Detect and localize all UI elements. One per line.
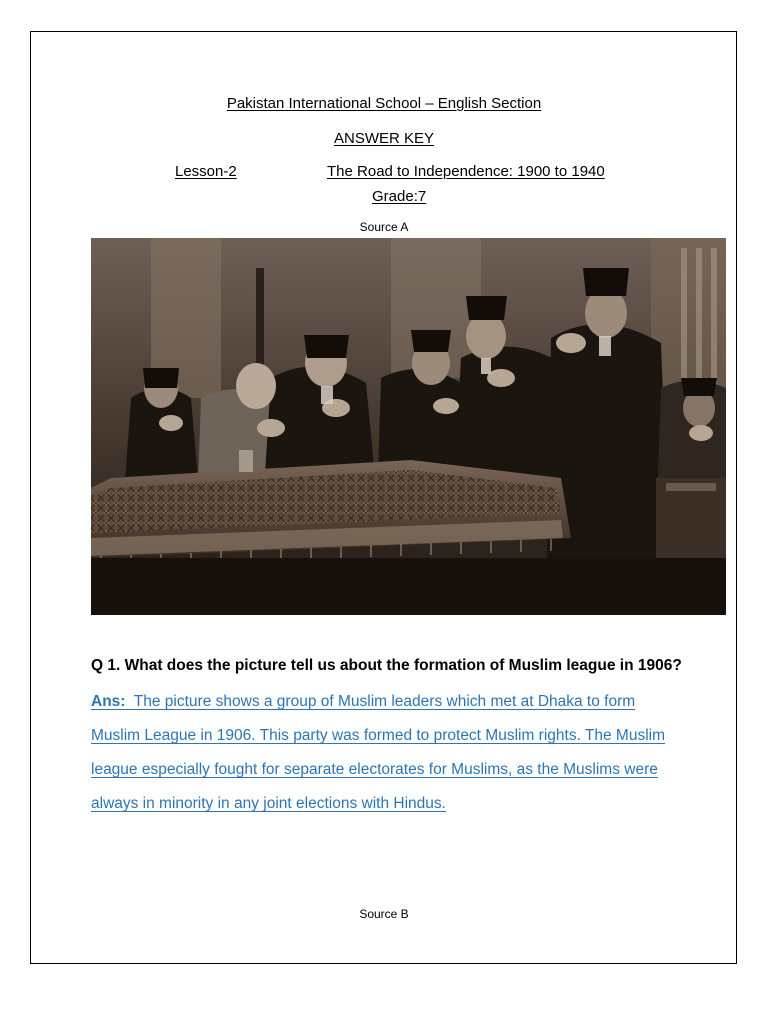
source-a-photo bbox=[91, 238, 726, 615]
question-1: Q 1. What does the picture tell us about the formation of Muslim league in 1906? bbox=[91, 657, 682, 674]
answer-line-4: always in minority in any joint elections with Hindus. bbox=[91, 795, 446, 812]
grade-label: Grade:7 bbox=[372, 188, 427, 205]
answer-label: Ans: bbox=[91, 693, 126, 710]
lesson-title: The Road to Independence: 1900 to 1940 bbox=[327, 163, 605, 180]
historical-photo-illustration bbox=[91, 238, 726, 615]
answer-line-3: league especially fought for separate electorates for Muslims, as the Muslims were bbox=[91, 761, 658, 778]
school-title: Pakistan International School – English Section bbox=[226, 95, 542, 112]
answer-1 bbox=[91, 690, 731, 826]
answer-line-1 bbox=[91, 690, 731, 724]
answer-key-title: ANSWER KEY bbox=[333, 130, 435, 147]
source-b-label: Source B bbox=[359, 907, 409, 921]
lesson-label: Lesson-2 bbox=[175, 163, 237, 180]
answer-line-2: Muslim League in 1906. This party was formed to protect Muslim rights. The Muslim bbox=[91, 727, 666, 744]
answer-text: The picture shows a group of Muslim leaders which met at Dhaka to form bbox=[125, 693, 636, 710]
source-a-label: Source A bbox=[359, 220, 409, 234]
